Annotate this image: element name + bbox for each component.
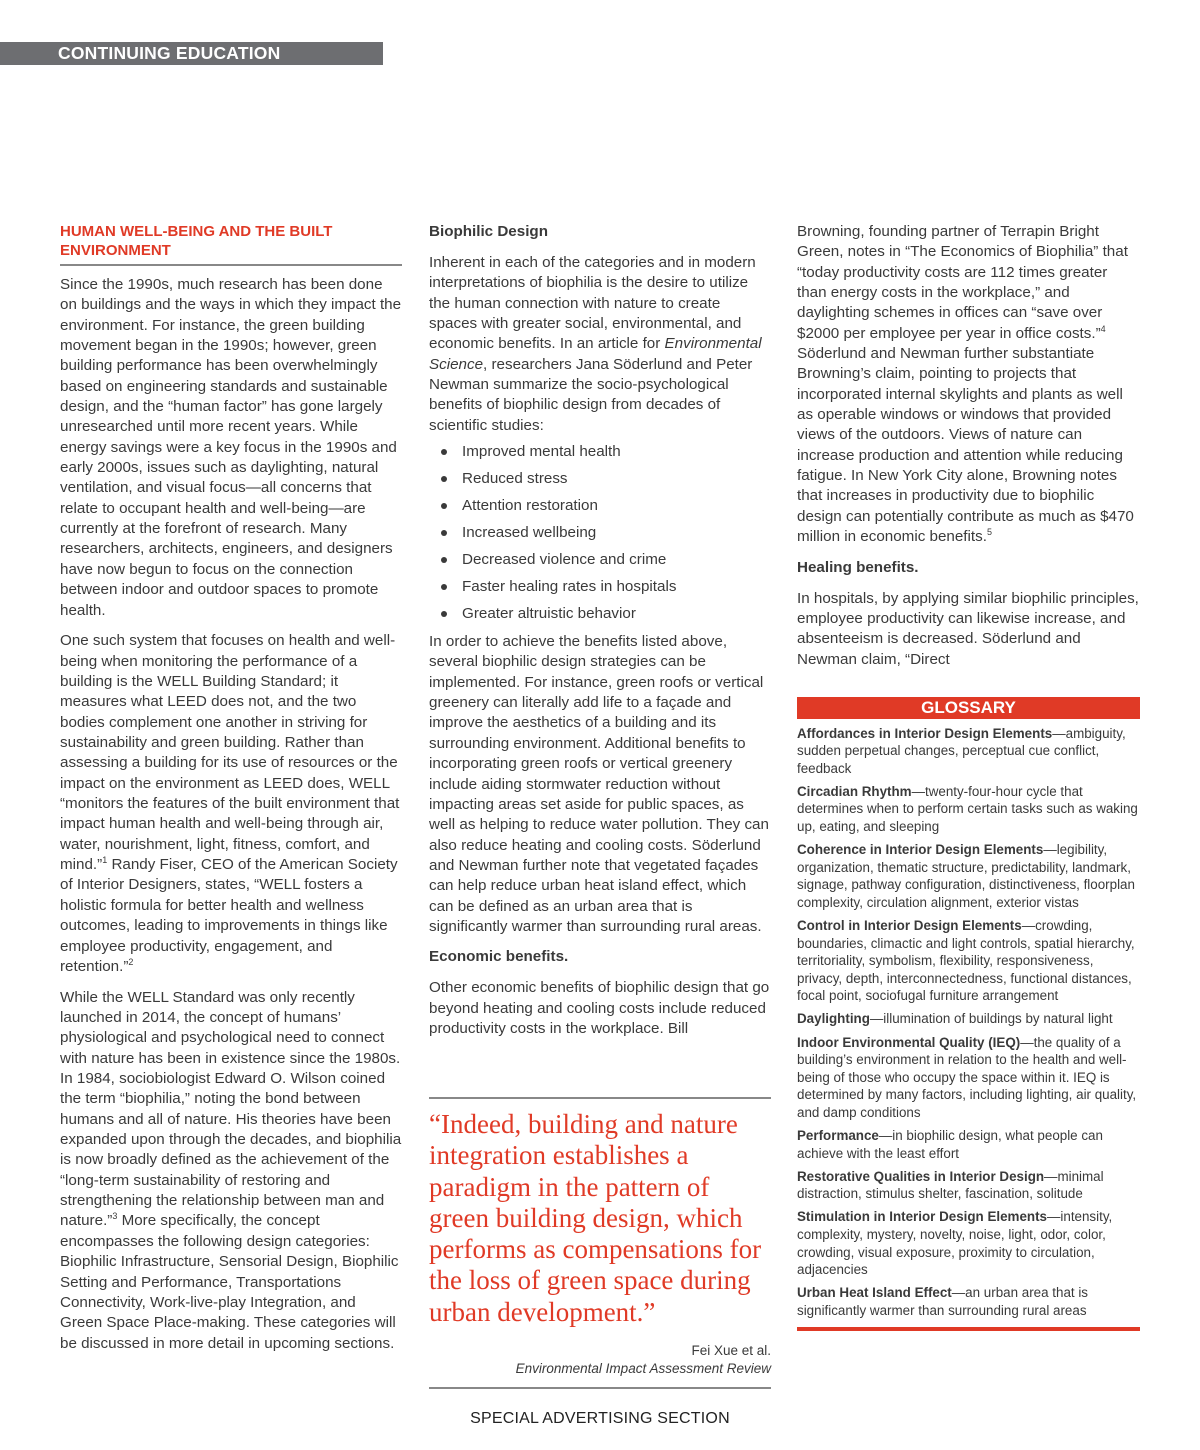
pull-quote [429,1097,771,1389]
paragraph: Since the 1990s, much research has been done on buildings and the ways in which they impact the environment. For instance, the green building movement began in the 1990s; however, green building performance has been overwhelmingly based on engineering standards and sustainable design, and the “human factor” has gone largely unresearched until more recent years. While energy savings were a key focus in the 1990s and early 2000s, issues such as daylighting, natural ventilation, and visual focus—all concerns that relate to occupant health and well-being—are currently at the forefront of research. Many researchers, architects, engineers, and designers have now begun to focus on the connection between indoor and outdoor spaces to promote health. [60,276,402,619]
footnote-ref: 1 [102,855,108,866]
footnote-ref: 4 [1100,323,1106,334]
paragraph: While the WELL Standard was only recently launched in 2014, the concept of humans’ physiological and psychological need to connect with nature has been in existence since the 1980s. In 1984, sociobiologist Edward O. Wilson coined the term “biophilia,” noting the bond between humans and all of nature. His theories have been expanded upon through the decades, and biophilia is now broadly defined as the achievement of the “long-term sustainability of restoring and strengthening the relationship between man and nature.”$^3$ More specifically, the concept encompasses the following design categories: Biophilic Infrastructure, Sensorial Design, Biophilic Setting and Performance, Transportations Connectivity, Work-live-play Integration, and Green Space Place-making. These categories will be discussed in more detail in upcoming sections. [60,988,402,1352]
section-header-label: CONTINUING EDUCATION [58,43,281,63]
footnote-ref: 2 [128,956,134,967]
paragraph: Browning, founding partner of Terrapin Bright Green, notes in “The Economics of Biophilia” that “today productivity costs are 112 times greater than energy costs in the workplace,” and daylighting schemes in offices can “save over $2000 per employee per year in office costs.”$^4$ Söderlund and Newman further substantiate Browning’s claim, pointing to projects that incorporated internal skylights and plants as well as operable windows or windows that provided views of the outdoors. Views of nature can increase production and attention while reducing fatigue. In New York City alone, Browning notes that increases in productivity due to biophilic design can potentially contribute as much as $470 million in economic benefits.$^5$ [797,223,1134,546]
section-header-bar [0,42,383,65]
footer-label: SPECIAL ADVERTISING SECTION [470,1410,730,1427]
footnote-ref: 5 [986,527,992,538]
list-item: Increased wellbeing [441,523,771,543]
column-1 [60,222,402,1354]
list-item: Faster healing rates in hospitals [441,577,771,597]
bullet-icon [441,557,447,563]
bullet-icon [441,503,447,509]
paragraph: In order to achieve the benefits listed above, several biophilic design strategies can be implemented. For instance, green roofs or vertical greenery can literally add life to a façade and improve the aesthetics of a building and its surrounding environment. Additional benefits to incorporating green roofs or vertical greenery include aiding stormwater reduction without impacting areas set aside for public spaces, as well as helping to reduce water pollution. They can also reduce heating and cooling costs. Söderlund and Newman further note that vegetated façades can help reduce urban heat island effect, which can be defined as an urban area that is significantly warmer than surrounding rural areas. [429,633,769,935]
glossary-entry: Coherence in Interior Design Elements—legibility, organization, thematic structure, predictability, landmark, signage, pathway configuration, distinctiveness, floorplan complexity, circulation alignment, exterior vistas [797,842,1135,910]
pull-quote-author: Fei Xue et al. [691,1343,771,1359]
glossary-entry: Indoor Environmental Quality (IEQ)—the quality of a building’s environment in relation to the health and well-being of those who occupy the space within it. IEQ is determined by many factors, including lighting, air quality, and damp conditions [797,1034,1137,1120]
pull-quote-source: Environmental Impact Assessment Review [515,1361,771,1377]
paragraph: Inherent in each of the categories and in modern interpretations of biophilia is the desire to utilize the human connection with nature to create spaces with greater social, environmental, and economic benefits. In an article for Environmental Science, researchers Jana Söderlund and Peter Newman summarize the socio-psychological benefits of biophilic design from decades of scientific studies: [429,254,762,434]
subsection-heading: Economic benefits. [429,948,569,966]
glossary-entry: Performance—in biophilic design, what people can achieve with the least effort [797,1127,1103,1161]
subsection-heading: Biophilic Design [429,223,548,240]
bullet-icon [441,611,447,617]
glossary-title: GLOSSARY [797,697,1140,719]
list-item: Attention restoration [441,496,771,516]
glossary-entry: Affordances in Interior Design Elements—ambiguity, sudden perpetual changes, perceptual cue conflict, feedback [797,725,1126,776]
section-heading: HUMAN WELL-BEING AND THE BUILT ENVIRONMENT [60,222,402,266]
glossary-entry: Stimulation in Interior Design Elements—intensity, complexity, mystery, novelty, noise, light, odor, color, crowding, visual exposure, proximity to circulation, adjacencies [797,1209,1113,1278]
footnote-ref: 3 [112,1211,118,1222]
bullet-icon [441,530,447,536]
column-2 [429,222,771,1039]
pull-quote-text: “Indeed, building and nature integration establishes a paradigm in the pattern of green building design, which performs as compensations for the loss of green space during urban development.” [429,1109,762,1327]
benefits-list [429,442,771,624]
bullet-icon [441,476,447,482]
bullet-icon [441,584,447,590]
list-item: Greater altruistic behavior [441,604,771,624]
glossary-entry: Restorative Qualities in Interior Design—minimal distraction, stimulus shelter, fascination, solitude [797,1168,1104,1202]
bullet-icon [441,449,447,455]
glossary-entry: Control in Interior Design Elements—crowding, boundaries, climactic and light controls, spatial hierarchy, territoriality, symbolism, flexibility, responsiveness, privacy, depth, interconnectedness, functional distances, focal point, sociofugal furniture arrangement [797,917,1135,1004]
list-item: Reduced stress [441,469,771,489]
column-3 [797,222,1140,670]
glossary-entry: Daylighting—illumination of buildings by natural light [797,1011,1113,1027]
list-item: Improved mental health [441,442,771,462]
paragraph: Other economic benefits of biophilic design that go beyond heating and cooling costs include reduced productivity costs in the workplace. Bill [429,979,770,1037]
subsection-heading: Healing benefits. [797,558,919,576]
glossary-entry: Circadian Rhythm—twenty-four-hour cycle that determines when to perform certain tasks such as waking up, eating, and sleeping [797,783,1138,834]
paragraph: In hospitals, by applying similar biophilic principles, employee productivity can likewise increase, and absenteeism is decreased. Söderlund and Newman claim, “Direct [797,589,1139,668]
list-item: Decreased violence and crime [441,550,771,570]
glossary-box [797,697,1140,1331]
glossary-entry: Urban Heat Island Effect—an urban area that is significantly warmer than surrounding rural areas [797,1285,1089,1318]
paragraph: One such system that focuses on health and well-being when monitoring the performance of a building is the WELL Building Standard; it measures what LEED does not, and the two bodies complement one another in striving for sustainability and green building. Rather than assessing a building for its use of resources or the impact on the environment as LEED does, WELL “monitors the features of the built environment that impact human health and well-being through air, water, nourishment, light, fitness, comfort, and mind.”$^1$ Randy Fiser, CEO of the American Society of Interior Designers, states, “WELL fosters a holistic formula for better health and wellness outcomes, leading to improvements in things like employee productivity, engagement, and retention.”$^2$ [60,632,400,975]
